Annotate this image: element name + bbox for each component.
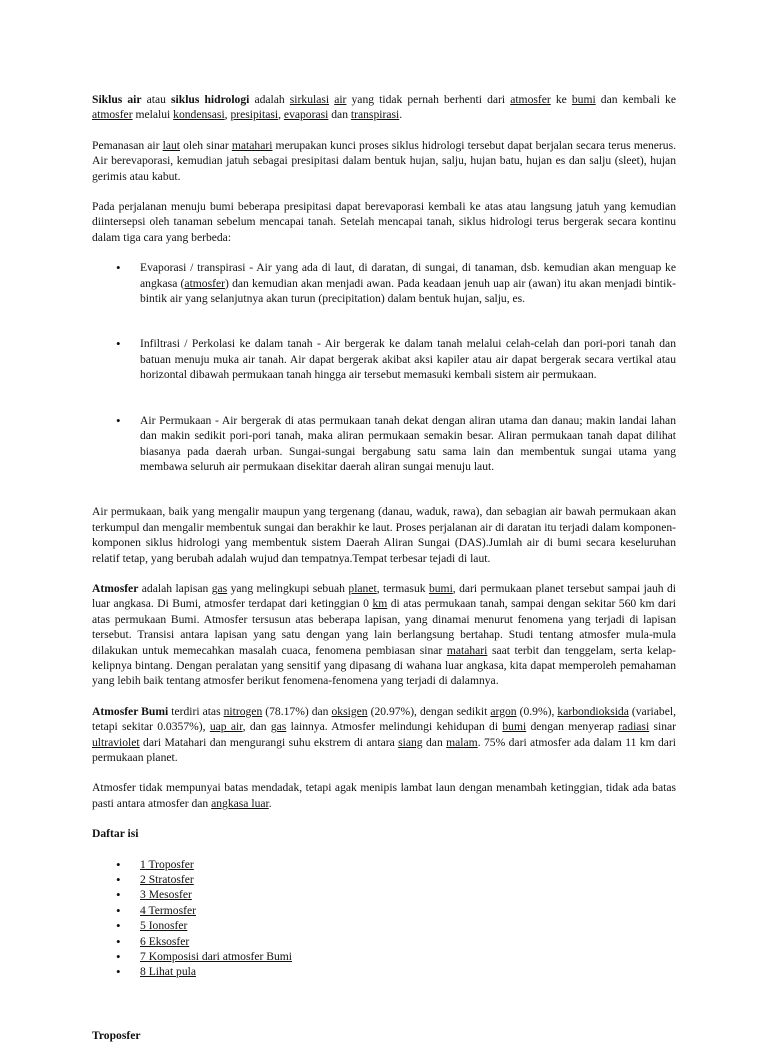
link-angkasa-luar[interactable]: angkasa luar (211, 796, 269, 810)
link-ultraviolet[interactable]: ultraviolet (92, 735, 140, 749)
list-item-evaporasi (92, 260, 676, 306)
text: dan (328, 108, 351, 122)
toc-link-troposfer[interactable]: 1 Troposfer (140, 857, 194, 871)
link-argon[interactable]: argon (490, 704, 517, 718)
toc-item (92, 949, 676, 964)
text: dari Matahari dan mengurangi suhu ekstrem di antara (139, 735, 399, 749)
link-karbondioksida[interactable]: karbondioksida (557, 704, 629, 718)
text: dengan menyerap (526, 720, 619, 734)
document-body (92, 92, 676, 1058)
paragraph-atmosfer-bumi (92, 704, 676, 766)
toc-item (92, 857, 676, 872)
toc-item (92, 934, 676, 949)
text: . (268, 796, 272, 810)
text: , dan (242, 720, 271, 734)
term-siklus-air: Siklus air (92, 93, 142, 106)
link-atmosfer[interactable]: atmosfer (510, 93, 551, 106)
link-kondensasi[interactable]: kondensasi (173, 108, 225, 122)
text: ) dan kemudian akan menjadi awan. Pada keadaan jenuh uap air (awan) itu akan menjadi bintik-bintik air yang selanjutnya akan turun (precipitation) dalam bentuk hujan, salju, es. (140, 276, 676, 306)
text: lainnya. Atmosfer melindungi kehidupan di (286, 720, 503, 734)
link-siang[interactable]: siang (398, 735, 423, 749)
text: . 75% dari atmosfer ada dalam 11 km dari permukaan planet. (92, 735, 676, 764)
toc-link-eksosfer[interactable]: 6 Eksosfer (140, 934, 190, 948)
toc-link-lihat-pula[interactable]: 8 Lihat pula (140, 965, 197, 979)
paragraph-siklus-air (92, 92, 676, 123)
text: yang melingkupi sebuah (227, 581, 349, 595)
text: Pemanasan air (92, 138, 163, 152)
text: Evaporasi / transpirasi - Air yang ada di laut, di daratan, di sungai, di tanaman, dsb. kemudian akan menguap ke angkasa ( (140, 261, 676, 290)
bullet-list-cycle (92, 260, 676, 474)
toc-item (92, 903, 676, 918)
link-laut[interactable]: laut (162, 138, 181, 152)
text: , termasuk (376, 581, 429, 595)
link-oksigen[interactable]: oksigen (331, 704, 368, 718)
text: yang tidak pernah berhenti dari (346, 93, 511, 106)
text: oleh sinar (180, 138, 232, 152)
toc-title: Daftar isi (92, 827, 139, 841)
link-gas[interactable]: gas (270, 720, 287, 734)
text: sinar (649, 720, 676, 734)
paragraph-pemanasan (92, 138, 676, 184)
text: , (224, 108, 231, 122)
link-matahari[interactable]: matahari (231, 138, 273, 152)
paragraph-atmosfer (92, 581, 676, 689)
paragraph-air-permukaan: Air permukaan, baik yang mengalir maupun yang tergenang (danau, waduk, rawa), dan sebagian air bawah permukaan akan terkumpul dan mengalir membentuk sungai dan berakhir ke laut. Proses perjalanan air di daratan itu terjadi dalam komponen-komponen siklus hidrologi yang membentuk sistem Daerah Aliran Sungai (DAS).Jumlah air di bumi secara keseluruhan relatif tetap, yang berubah adalah wujud dan tempatnya.Tempat terbesar tejadi di laut. (92, 505, 676, 565)
toc-item (92, 964, 676, 979)
term-atmosfer-bumi: Atmosfer Bumi (92, 704, 169, 718)
text: adalah (249, 93, 290, 106)
link-presipitasi[interactable]: presipitasi (230, 108, 279, 122)
toc-link-termosfer[interactable]: 4 Termosfer (140, 903, 196, 917)
table-of-contents (92, 857, 676, 980)
term-siklus-hidrologi: siklus hidrologi (171, 93, 250, 106)
link-atmosfer[interactable]: atmosfer (92, 108, 133, 122)
text: (0.9%), (516, 704, 558, 718)
link-radiasi[interactable]: radiasi (618, 720, 650, 734)
toc-link-mesosfer[interactable]: 3 Mesosfer (140, 888, 192, 902)
paragraph-perjalanan: Pada perjalanan menuju bumi beberapa presipitasi dapat berevaporasi kembali ke atas atau langsung jatuh yang kemudian diintersepsi oleh tanaman sebelum mencapai tanah. Setelah mencapai tanah, siklus hidrologi terus bergerak secara kontinu dalam tiga cara yang berbeda: (92, 200, 676, 244)
text: dan (422, 735, 447, 749)
text: merupakan kunci proses siklus hidrologi tersebut dapat berjalan secara terus menerus. Air berevaporasi, kemudian jatuh sebagai presipitasi dalam bentuk hujan, salju, hujan batu, hujan es dan salju (sleet), hujan gerimis atau kabut. (92, 138, 676, 183)
text: atau (141, 93, 172, 106)
link-evaporasi[interactable]: evaporasi (283, 108, 329, 122)
text: ke (550, 93, 572, 106)
text: melalui (132, 108, 174, 122)
link-bumi[interactable]: bumi (502, 720, 527, 734)
toc-item (92, 918, 676, 933)
link-bumi[interactable]: bumi (428, 581, 453, 595)
toc-link-komposisi[interactable]: 7 Komposisi dari atmosfer Bumi (140, 949, 292, 963)
link-bumi[interactable]: bumi (571, 93, 596, 106)
text: . (399, 108, 403, 122)
toc-item (92, 872, 676, 887)
toc-link-stratosfer[interactable]: 2 Stratosfer (140, 873, 194, 887)
text: di atas permukaan tanah, sampai dengan sekitar 560 km dari atas permukaan Bumi. Atmosfer tersusun atas beberapa lapisan, yang dinamai menurut fenomena yang terjadi di lapisan tersebut. Transisi antara lapisan yang satu dengan yang lain berlangsung bertahap. Studi tentang atmosfer mula-mula dilakukan untuk memecahkan masalah cuaca, fenomena pembiasan sinar (92, 597, 676, 657)
link-malam[interactable]: malam (446, 735, 478, 749)
link-matahari[interactable]: matahari (446, 643, 488, 657)
link-air[interactable]: air (334, 93, 347, 106)
text: (variabel, tetapi sekitar 0.0357%), (92, 704, 676, 734)
list-item-infiltrasi: • Infiltrasi / Perkolasi ke dalam tanah - Air bergerak ke dalam tanah melalui celah-celah dan pori-pori tanah dan batuan menuju muka air tanah. Air dapat bergerak akibat aksi kapiler atau air dapat bergerak secara vertikal atau horizontal dibawah permukaan tanah hingga air tersebut memasuki kembali sistem air permukaan. (92, 336, 676, 382)
text: saat terbit dan tenggelam, serta kelap-kelipnya bintang. Dengan peralatan yang sensitif yang dipasang di wahana luar angkasa, kita dapat memperoleh pemahaman yang lebih baik tentang atmosfer berikut fenomena-fenomena yang terjadi di dalamnya. (92, 643, 676, 688)
section-heading-troposfer: Troposfer (92, 1028, 141, 1042)
link-nitrogen[interactable]: nitrogen (223, 704, 263, 718)
text: terdiri atas (168, 704, 224, 718)
text: adalah lapisan (138, 581, 212, 595)
text: (78.17%) dan (262, 704, 332, 718)
text: (20.97%), dengan sedikit (367, 704, 491, 718)
link-atmosfer[interactable]: atmosfer (184, 276, 225, 290)
term-atmosfer: Atmosfer (92, 581, 139, 595)
link-gas[interactable]: gas (211, 581, 228, 595)
toc-link-ionosfer[interactable]: 5 Ionosfer (140, 919, 188, 933)
toc-item (92, 887, 676, 902)
text: , (278, 108, 284, 122)
link-uap-air[interactable]: uap air (209, 720, 243, 734)
link-planet[interactable]: planet (348, 581, 377, 595)
paragraph-batas-atmosfer (92, 780, 676, 811)
link-sirkulasi[interactable]: sirkulasi (289, 93, 330, 106)
text: dan kembali ke (595, 93, 676, 106)
text: , dari permukaan planet tersebut sampai jauh di luar angkasa. Di Bumi, atmosfer terdapat dari ketinggian 0 (92, 581, 676, 611)
link-km[interactable]: km (372, 597, 388, 611)
link-transpirasi[interactable]: transpirasi (350, 108, 400, 122)
text: Atmosfer tidak mempunyai batas mendadak, tetapi agak menipis lambat laun dengan menambah ketinggian, tidak ada batas pasti antara atmosfer dan (92, 781, 676, 810)
list-item-air-permukaan: • Air Permukaan - Air bergerak di atas permukaan tanah dekat dengan aliran utama dan danau; makin landai lahan dan makin sedikit pori-pori tanah, maka aliran permukaan semakin besar. Aliran permukaan tanah dapat dilihat biasanya pada daerah urban. Sungai-sungai bergabung satu sama lain dan membentuk sungai utama yang membawa seluruh air permukaan disekitar daerah aliran sungai menuju laut. (92, 413, 676, 475)
